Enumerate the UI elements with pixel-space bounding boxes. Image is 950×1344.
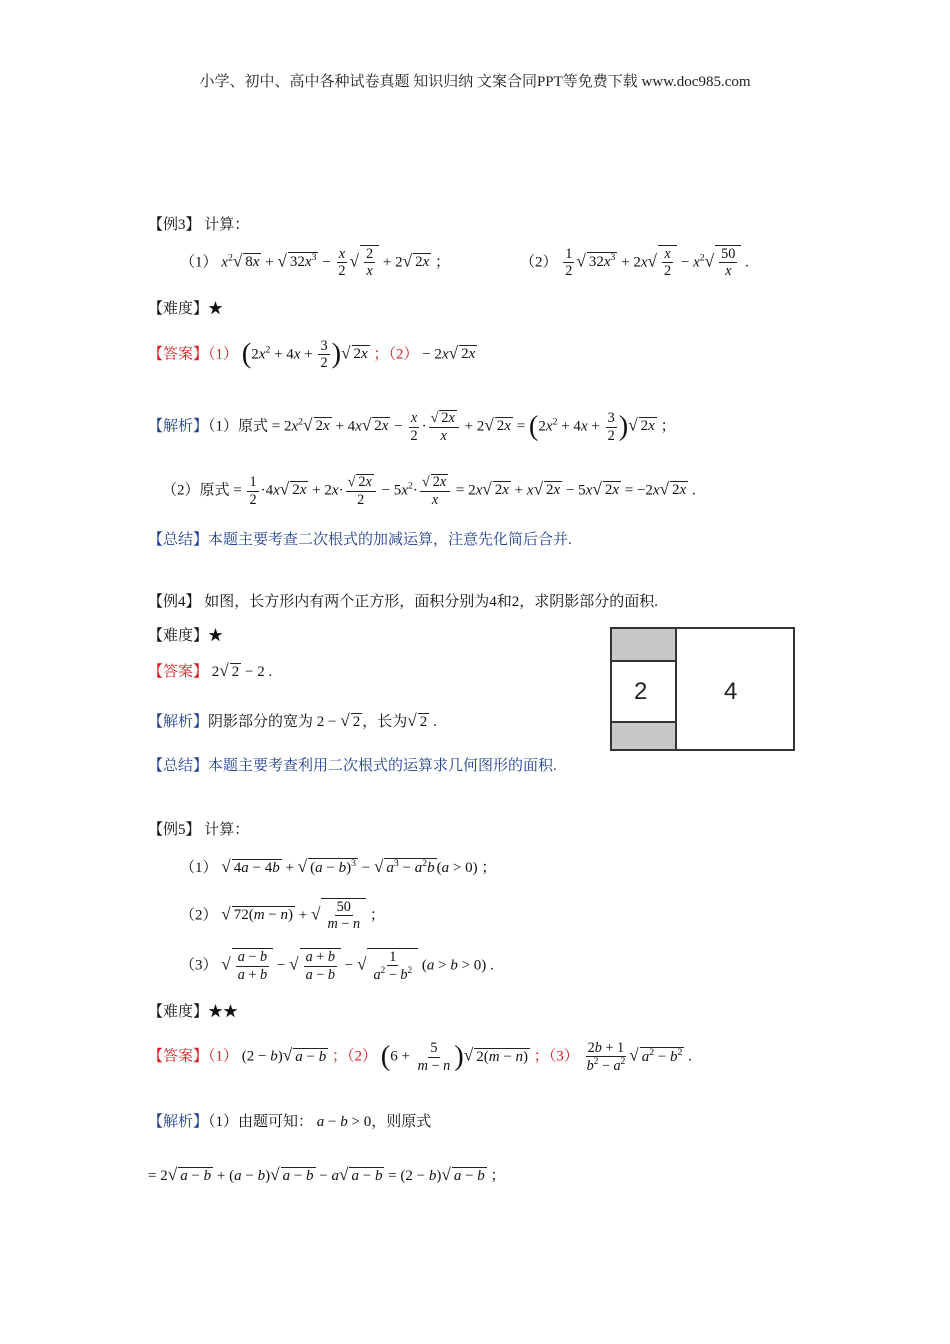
large-square-label: 4 bbox=[724, 678, 738, 705]
ex3-summary: 【总结】本题主要考查二次根式的加减运算，注意先化简后合并. bbox=[148, 532, 572, 548]
ex5-answer: 【答案】（1） (2 − b)√ a − b ；（2） (6 + $\frac{5}{m - n}$ )√ 2(m − n) ；（3） $\frac{2b + 1}{b^2 - a^2}$ √ $a^2 - b^2$ . bbox=[148, 1040, 692, 1075]
ex3-answer: 【答案】（1） ($2x^2 + 4x$ + $\frac{3}{2}$ )√ 2x ；（2） − 2x√ 2x bbox=[148, 338, 476, 372]
ex4-answer: 【答案】 2√ 2 − 2 . bbox=[148, 661, 273, 680]
ex3-problem-1: （1） $x^2√$ 8x + √ $32x^3$ − $\frac{x}{2}$ √ $\frac{2}{x}$ + 2√ 2x ； bbox=[180, 246, 450, 280]
rectangle-figure bbox=[610, 627, 795, 751]
divider bbox=[612, 660, 675, 662]
example-4-title: 【例4】 如图，长方形内有两个正方形，面积分别为4和2，求阴影部分的面积. bbox=[148, 594, 659, 610]
shaded-region-bottom bbox=[612, 723, 675, 749]
example-3-title: 【例3】 计算： bbox=[148, 217, 250, 233]
ex5-analysis-step: = 2√ a − b + (a − b)√ a − b − a√ a − b = (2 − b)√ a − b ； bbox=[148, 1165, 506, 1184]
ex5-analysis: 【解析】（1）由题可知： a − b > 0，则原式 bbox=[148, 1114, 432, 1130]
item-label: （2） bbox=[520, 254, 558, 271]
ex4-analysis: 【解析】阴影部分的宽为 2 − √ 2 ，长为√ 2 . bbox=[148, 711, 437, 730]
item-label: （1） bbox=[180, 254, 218, 271]
ex3-analysis-1: 【解析】（1）原式 = $2x^2√$ 2x + 4x√ 2x − $\frac{x}{2}$ · $\frac{√ 2x}{x}$ + 2√ $2x = (2x^2 + 4x$ + $\frac{3}{2}$ )√ 2x ； bbox=[148, 410, 676, 444]
example-5-title: 【例5】 计算： bbox=[148, 822, 250, 838]
small-square-label: 2 bbox=[634, 678, 648, 705]
ex5-problem-2: （2） √ 72(m − n) + √ $\frac{50}{m - n}$ ； bbox=[180, 899, 385, 933]
ex5-problem-3: （3） √ $\frac{a - b}{a + b}$ − √ $\frac{a + b}{a - b}$ − √ $\frac{1}{a^2 - b^2}$ (a > b > 0) . bbox=[180, 949, 494, 984]
small-square-column bbox=[612, 629, 677, 749]
ex4-difficulty: 【难度】★ bbox=[148, 628, 224, 644]
page-header: 小学、初中、高中各种试卷真题 知识归纳 文案合同PPT等免费下载 www.doc985.com bbox=[199, 74, 751, 90]
ex3-analysis-2: （2）原式 = $\frac{1}{2}$ ·4x√ 2x + 2x· $\frac{√ 2x}{2}$ − $5x^2\cdot$ $\frac{√ 2x}{x}$ = 2x√ 2x + x√ 2x − 5x√ 2x = −2x√ 2x . bbox=[162, 474, 696, 508]
shaded-region-top bbox=[612, 629, 675, 660]
ex3-difficulty: 【难度】★ bbox=[148, 301, 224, 317]
ex5-problem-1: （1） √ 4a − 4b + √ $(a - b)^3$ − √ $a^3 - a^2b$ (a > 0) ； bbox=[180, 857, 497, 876]
ex3-problem-2: （2） $\frac{1}{2}$ √ $32x^3 + 2x√$ $\frac{x}{2}$ − $x^2√$ $\frac{50}{x}$ . bbox=[520, 246, 749, 280]
ex5-difficulty: 【难度】★★ bbox=[148, 1004, 239, 1020]
ex4-summary: 【总结】本题主要考查利用二次根式的运算求几何图形的面积. bbox=[148, 758, 557, 774]
